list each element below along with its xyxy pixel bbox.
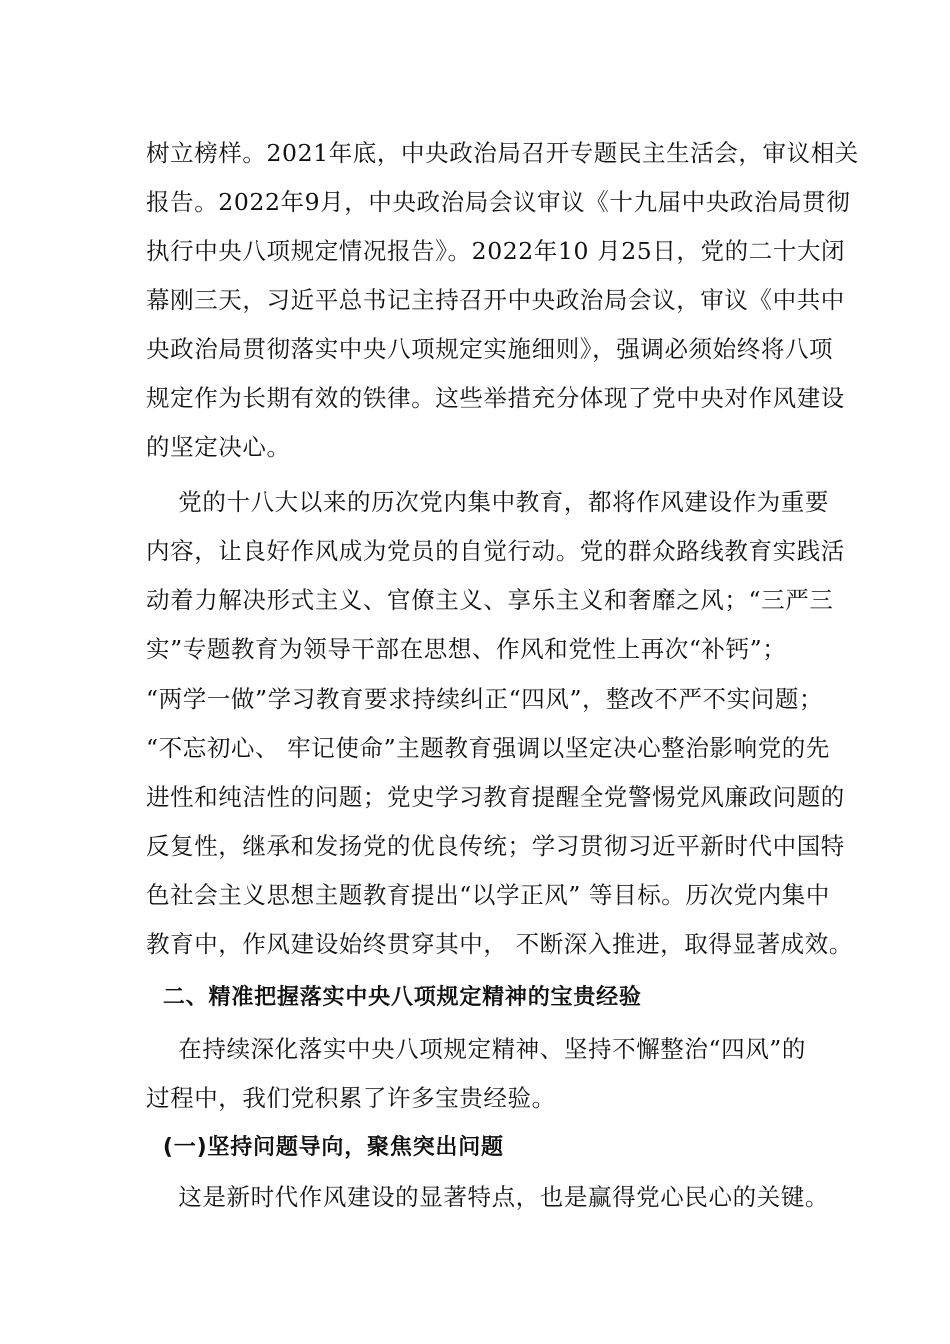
text-line: 动着力解决形式主义、官僚主义、享乐主义和奢靡之风；“三严三 (146, 586, 834, 614)
text-line: 过程中，我们党积累了许多宝贵经验。 (146, 1084, 556, 1112)
text-line: 党的十八大以来的历次党内集中教育，都将作风建设作为重要 (146, 488, 829, 516)
text-line: 的坚定决心。 (146, 433, 291, 461)
text-line: 反复性，继承和发扬党的优良传统；学习贯彻习近平新时代中国特 (146, 832, 845, 860)
text-line: “不忘初心、 牢记使命”主题教育强调以坚定决心整治影响党的先 (146, 734, 830, 762)
text-line: 内容，让良好作风成为党员的自觉行动。党的群众路线教育实践活 (146, 537, 845, 565)
text-line: 在持续深化落实中央八项规定精神、坚持不懈整治“四风”的 (146, 1035, 807, 1063)
text-line: 执行中央八项规定情况报告》。2022年10 月25日，党的二十大闭 (146, 237, 846, 265)
text-line: 这是新时代作风建设的显著特点，也是赢得党心民心的关键。 (146, 1183, 829, 1211)
section-heading: 二、精准把握落实中央八项规定精神的宝贵经验 (146, 985, 642, 1010)
text-line: 幕刚三天，习近平总书记主持召开中央政治局会议，审议《中共中 (146, 286, 845, 314)
text-line: 树立榜样。2021年底，中央政治局召开专题民主生活会，审议相关 (146, 139, 859, 167)
subsection-heading: (一)坚持问题导向，聚焦突出问题 (146, 1135, 504, 1160)
text-line: 教育中，作风建设始终贯穿其中， 不断深入推进，取得显著成效。 (146, 930, 853, 958)
text-line: 央政治局贯彻落实中央八项规定实施细则》，强调必须始终将八项 (146, 335, 834, 363)
text-line: 规定作为长期有效的铁律。这些举措充分体现了党中央对作风建设 (146, 384, 845, 412)
text-line: 报告。2022年9月，中央政治局会议审议《十九届中央政治局贯彻 (146, 188, 851, 216)
text-line: 进性和纯洁性的问题；党史学习教育提醒全党警惕党风廉政问题的 (146, 783, 845, 811)
text-line: 实”专题教育为领导干部在思想、作风和党性上再次“补钙”； (146, 635, 787, 663)
text-line: 色社会主义思想主题教育提出“以学正风” 等目标。历次党内集中 (146, 881, 830, 909)
text-line: “两学一做”学习教育要求持续纠正“四风”，整改不严不实问题； (146, 685, 824, 713)
